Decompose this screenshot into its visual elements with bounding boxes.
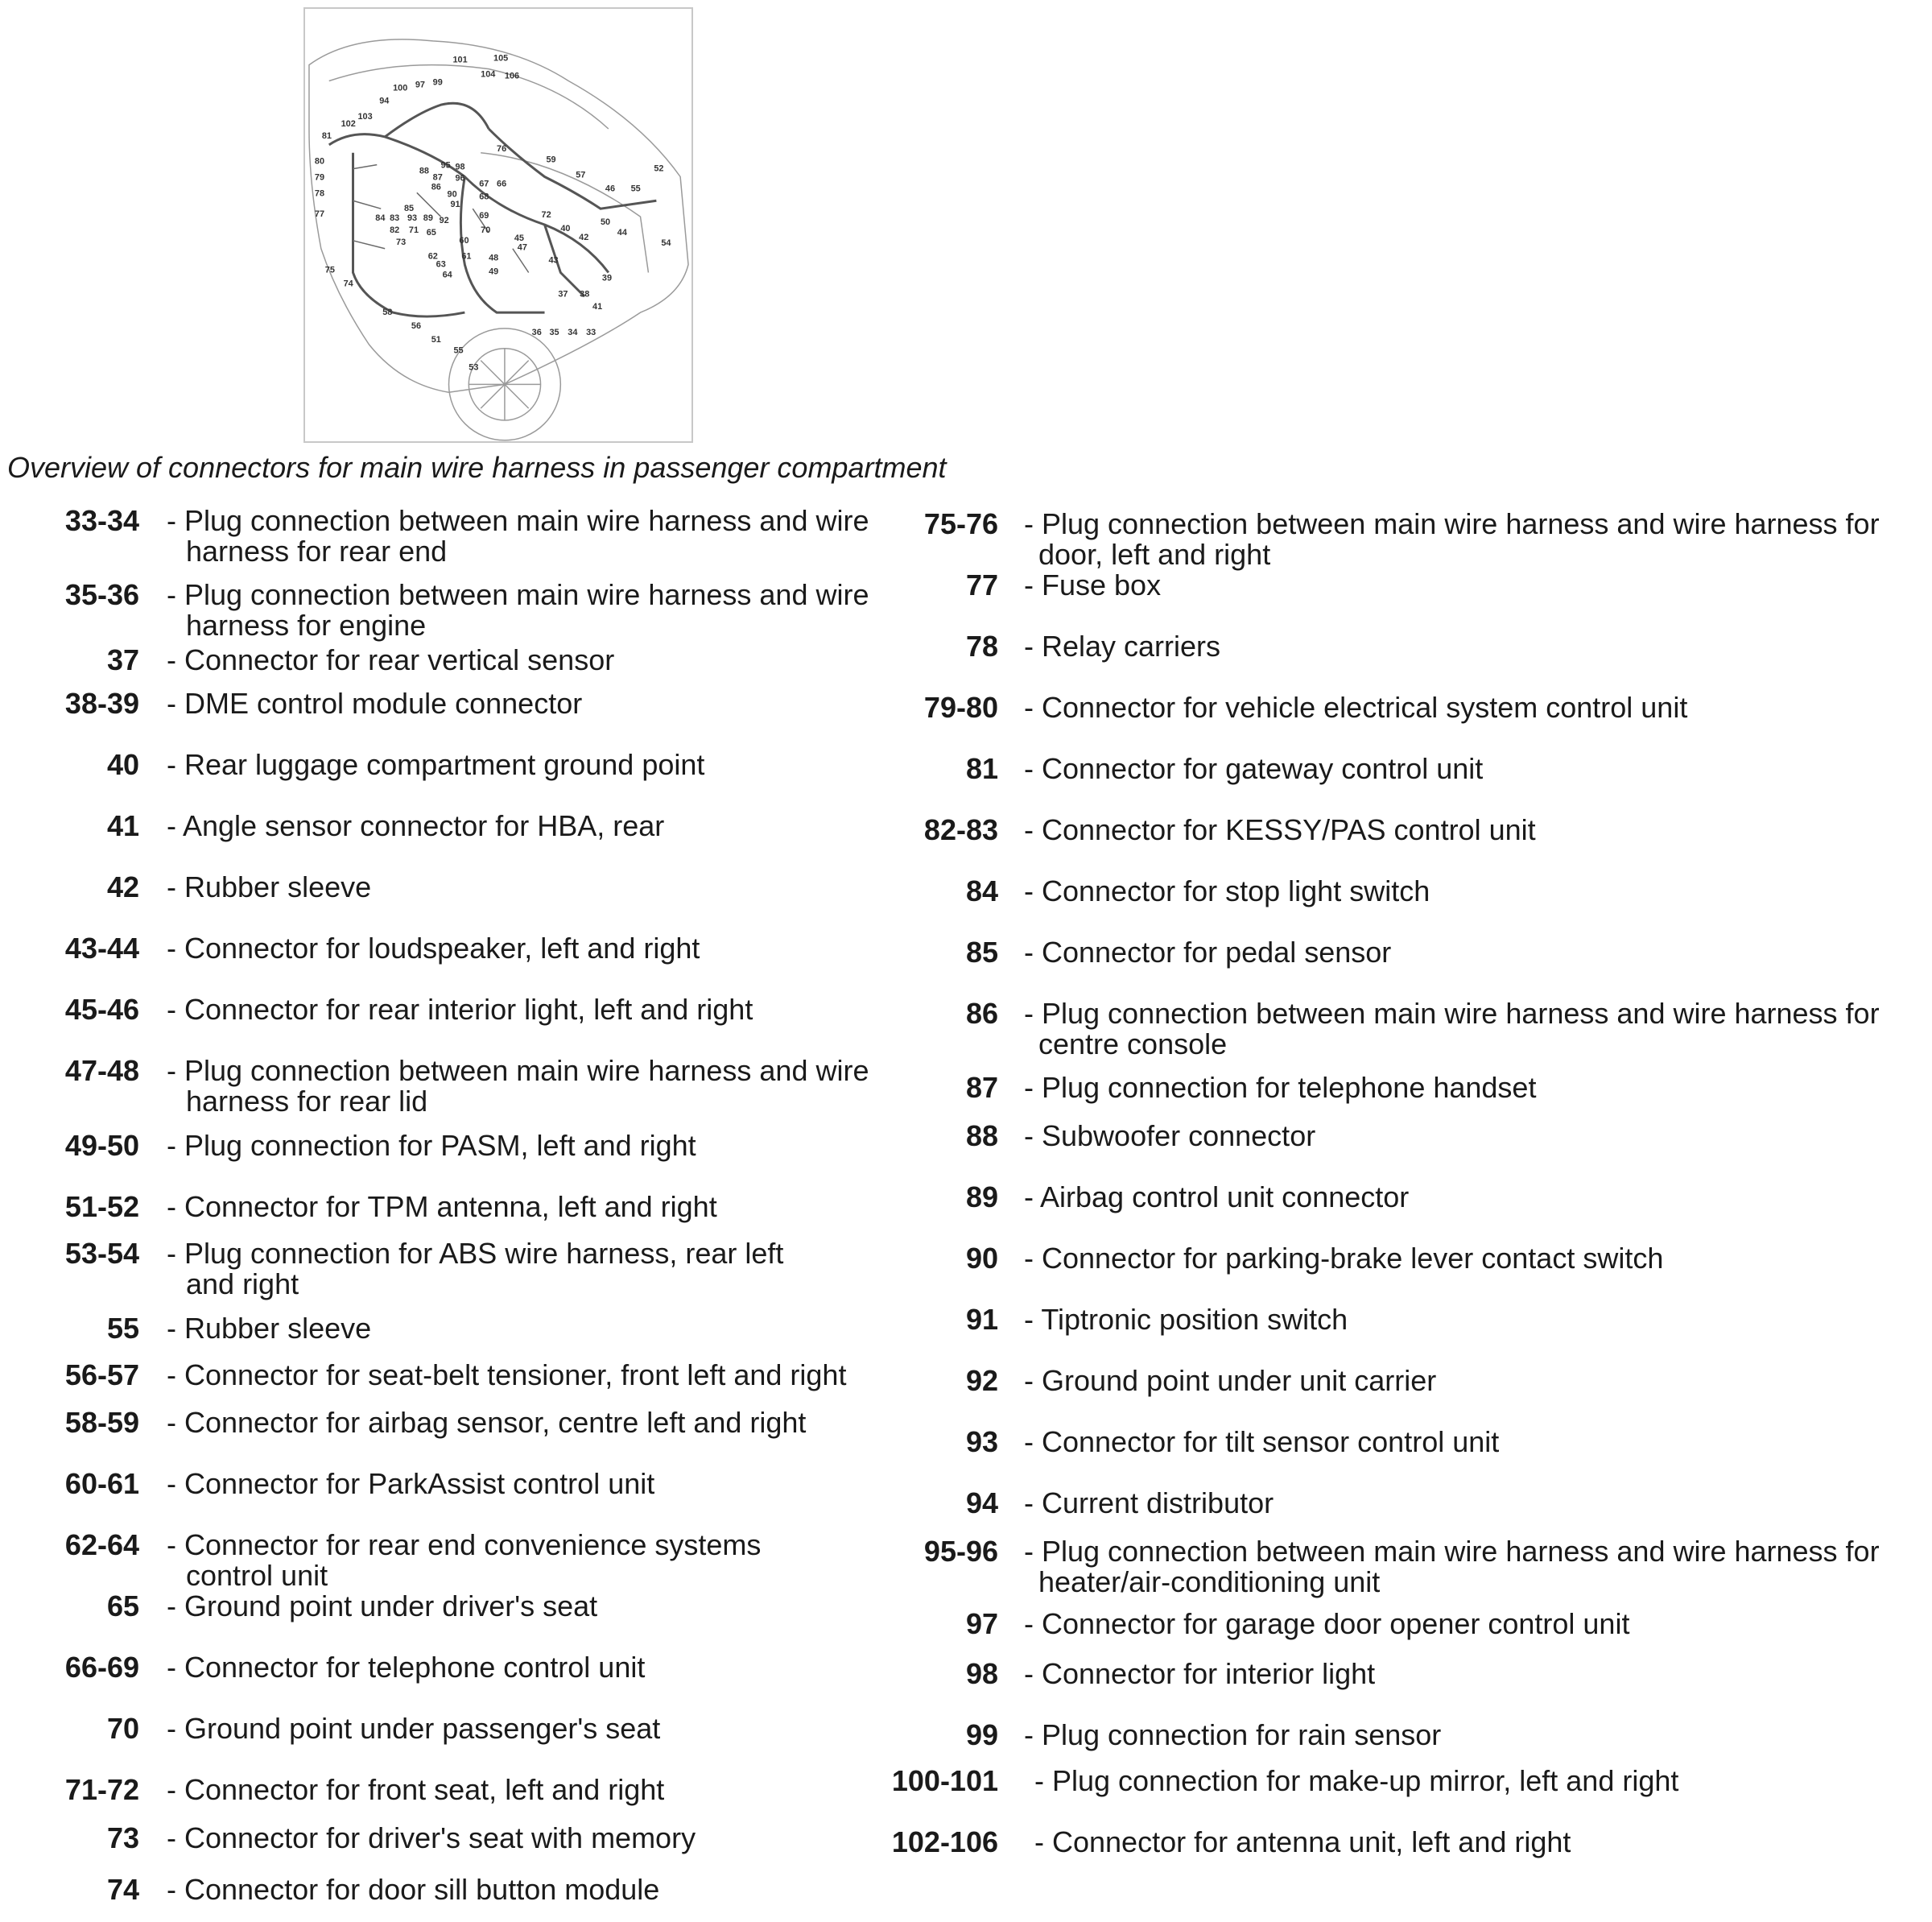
connector-description: - Ground point under passenger's seat bbox=[167, 1712, 661, 1745]
connector-description-continued: centre console bbox=[1038, 1027, 1228, 1060]
diagram-callout-label: 75 bbox=[324, 265, 335, 275]
connector-number: 102-106 bbox=[891, 1825, 998, 1858]
connector-number: 70 bbox=[106, 1712, 139, 1745]
connector-description-continued: control unit bbox=[186, 1559, 328, 1592]
connector-description: - Connector for stop light switch bbox=[1024, 874, 1430, 907]
connector-description: - Connector for gateway control unit bbox=[1024, 752, 1484, 785]
connector-number: 71-72 bbox=[64, 1773, 139, 1806]
figure-caption: Overview of connectors for main wire harness in passenger compartment bbox=[7, 451, 947, 484]
connector-number: 40 bbox=[106, 748, 139, 781]
diagram-callout-label: 51 bbox=[431, 334, 441, 345]
connector-description: - Rear luggage compartment ground point bbox=[167, 748, 705, 781]
diagram-callout-label: 91 bbox=[450, 200, 460, 210]
connector-description: - Plug connection between main wire harness and wire bbox=[167, 1054, 869, 1087]
diagram-callout-label: 37 bbox=[558, 289, 568, 300]
diagram-callout-label: 73 bbox=[396, 237, 407, 247]
connector-number: 95-96 bbox=[923, 1535, 998, 1568]
diagram-callout-label: 57 bbox=[576, 170, 586, 180]
connector-number: 56-57 bbox=[64, 1358, 139, 1391]
diagram-callout-label: 58 bbox=[382, 308, 393, 318]
wiring-harness-diagram bbox=[303, 7, 693, 443]
connector-description: - Connector for garage door opener control unit bbox=[1024, 1607, 1630, 1640]
connector-number: 84 bbox=[965, 874, 998, 907]
diagram-callout-label: 103 bbox=[357, 112, 373, 122]
connector-description: - Tiptronic position switch bbox=[1024, 1303, 1348, 1336]
connector-number: 62-64 bbox=[64, 1528, 139, 1561]
connector-number: 85 bbox=[965, 936, 998, 969]
diagram-callout-label: 106 bbox=[504, 71, 520, 81]
diagram-callout-label: 84 bbox=[375, 213, 386, 224]
connector-number: 45-46 bbox=[64, 993, 139, 1026]
diagram-callout-label: 64 bbox=[442, 270, 452, 280]
connector-number: 43-44 bbox=[64, 932, 139, 965]
diagram-callout-label: 101 bbox=[452, 55, 468, 65]
connector-number: 90 bbox=[965, 1242, 998, 1275]
connector-number: 75-76 bbox=[923, 507, 998, 540]
diagram-callout-label: 104 bbox=[481, 69, 496, 80]
connector-description-continued: harness for rear lid bbox=[186, 1085, 428, 1118]
connector-description: - Connector for TPM antenna, left and right bbox=[167, 1190, 717, 1223]
diagram-callout-label: 54 bbox=[661, 238, 671, 248]
diagram-callout-label: 70 bbox=[481, 225, 491, 235]
diagram-callout-label: 65 bbox=[426, 227, 436, 238]
connector-description-continued: harness for rear end bbox=[186, 535, 448, 568]
connector-description: - Current distributor bbox=[1024, 1486, 1274, 1519]
diagram-callout-label: 82 bbox=[390, 225, 400, 235]
diagram-callout-label: 88 bbox=[419, 166, 429, 176]
connector-number: 97 bbox=[965, 1607, 998, 1640]
diagram-callout-label: 102 bbox=[341, 119, 356, 130]
connector-description: - Connector for airbag sensor, centre left and right bbox=[167, 1406, 807, 1439]
connector-number: 92 bbox=[965, 1364, 998, 1397]
connector-description: - Connector for rear vertical sensor bbox=[167, 643, 615, 676]
diagram-callout-label: 46 bbox=[605, 184, 616, 194]
diagram-callout-label: 100 bbox=[393, 83, 408, 93]
connector-number: 94 bbox=[965, 1486, 998, 1519]
diagram-callout-label: 35 bbox=[549, 327, 559, 337]
connector-number: 100-101 bbox=[891, 1764, 998, 1797]
connector-description: - DME control module connector bbox=[167, 687, 583, 720]
connector-number: 88 bbox=[965, 1119, 998, 1152]
connector-number: 58-59 bbox=[64, 1406, 139, 1439]
connector-description: - Airbag control unit connector bbox=[1024, 1180, 1410, 1213]
connector-description: - Connector for tilt sensor control unit bbox=[1024, 1425, 1500, 1458]
connector-description-continued: and right bbox=[186, 1267, 299, 1300]
connector-number: 47-48 bbox=[64, 1054, 139, 1087]
diagram-callout-label: 81 bbox=[321, 130, 332, 141]
connector-number: 91 bbox=[965, 1303, 998, 1336]
connector-number: 42 bbox=[106, 870, 139, 903]
connector-description: - Connector for loudspeaker, left and right bbox=[167, 932, 700, 965]
diagram-callout-label: 98 bbox=[455, 162, 465, 172]
connector-description: - Connector for front seat, left and right bbox=[167, 1773, 665, 1806]
diagram-callout-label: 36 bbox=[531, 327, 542, 337]
connector-description: - Fuse box bbox=[1024, 568, 1162, 601]
diagram-callout-label: 61 bbox=[461, 251, 472, 262]
diagram-callout-label: 94 bbox=[379, 96, 390, 106]
connector-description: - Plug connection between main wire harness and wire harness for bbox=[1024, 507, 1880, 540]
connector-description: - Connector for vehicle electrical system control unit bbox=[1024, 691, 1688, 724]
diagram-callout-label: 63 bbox=[436, 259, 446, 270]
connector-number: 93 bbox=[965, 1425, 998, 1458]
connector-description: - Plug connection between main wire harness and wire harness for bbox=[1024, 997, 1880, 1030]
diagram-callout-label: 34 bbox=[568, 327, 578, 337]
diagram-callout-label: 60 bbox=[459, 235, 469, 246]
diagram-callout-label: 92 bbox=[439, 216, 449, 226]
diagram-callout-label: 52 bbox=[654, 163, 664, 174]
diagram-callout-label: 78 bbox=[314, 188, 325, 199]
connector-description: - Connector for rear interior light, left and right bbox=[167, 993, 753, 1026]
diagram-callout-label: 90 bbox=[447, 189, 457, 200]
connector-number: 66-69 bbox=[64, 1651, 139, 1684]
connector-description: - Plug connection between main wire harness and wire harness for bbox=[1024, 1535, 1880, 1568]
diagram-callout-label: 53 bbox=[469, 362, 479, 373]
connector-number: 60-61 bbox=[64, 1467, 139, 1500]
connector-description: - Connector for driver's seat with memory bbox=[167, 1821, 696, 1854]
diagram-callout-label: 95 bbox=[440, 160, 451, 171]
connector-description: - Ground point under unit carrier bbox=[1024, 1364, 1437, 1397]
diagram-callout-label: 42 bbox=[579, 232, 589, 242]
connector-number: 37 bbox=[106, 643, 139, 676]
connector-description: - Plug connection for rain sensor bbox=[1024, 1718, 1442, 1751]
connector-description: - Plug connection between main wire harness and wire bbox=[167, 504, 869, 537]
diagram-callout-label: 62 bbox=[427, 251, 438, 262]
diagram-callout-label: 74 bbox=[343, 279, 353, 289]
diagram-callout-label: 43 bbox=[548, 255, 559, 266]
connector-description: - Connector for pedal sensor bbox=[1024, 936, 1392, 969]
connector-description: - Rubber sleeve bbox=[167, 1312, 372, 1345]
diagram-callout-label: 80 bbox=[314, 156, 325, 167]
diagram-callout-label: 76 bbox=[497, 143, 507, 154]
connector-number: 99 bbox=[965, 1718, 998, 1751]
diagram-callout-label: 79 bbox=[314, 172, 325, 183]
diagram-callout-label: 96 bbox=[455, 173, 465, 184]
connector-number: 98 bbox=[965, 1657, 998, 1690]
connector-description: - Plug connection for telephone handset bbox=[1024, 1071, 1537, 1104]
connector-description: - Connector for interior light bbox=[1024, 1657, 1376, 1690]
connector-number: 87 bbox=[965, 1071, 998, 1104]
diagram-callout-label: 97 bbox=[415, 80, 425, 90]
connector-number: 81 bbox=[965, 752, 998, 785]
connector-number: 82-83 bbox=[923, 813, 998, 846]
diagram-callout-label: 71 bbox=[408, 225, 419, 235]
car-outline-drawing bbox=[305, 9, 691, 441]
connector-number: 35-36 bbox=[64, 578, 139, 611]
connector-description: - Relay carriers bbox=[1024, 630, 1221, 663]
connector-description-continued: heater/air-conditioning unit bbox=[1038, 1565, 1381, 1598]
diagram-callout-label: 99 bbox=[432, 77, 443, 88]
diagram-callout-label: 56 bbox=[411, 320, 422, 331]
connector-description: - Connector for ParkAssist control unit bbox=[167, 1467, 655, 1500]
diagram-callout-label: 72 bbox=[541, 210, 551, 221]
connector-description-continued: harness for engine bbox=[186, 609, 427, 642]
diagram-callout-label: 49 bbox=[489, 267, 499, 277]
connector-number: 78 bbox=[965, 630, 998, 663]
diagram-callout-label: 69 bbox=[479, 211, 489, 221]
connector-description: - Plug connection for ABS wire harness, rear left bbox=[167, 1237, 784, 1270]
diagram-callout-label: 66 bbox=[497, 179, 507, 189]
connector-description: - Subwoofer connector bbox=[1024, 1119, 1316, 1152]
diagram-callout-label: 68 bbox=[479, 192, 489, 202]
diagram-callout-label: 47 bbox=[517, 242, 527, 253]
connector-description: - Plug connection between main wire harness and wire bbox=[167, 578, 869, 611]
diagram-callout-label: 44 bbox=[617, 227, 627, 238]
connector-number: 65 bbox=[106, 1589, 139, 1622]
connector-number: 53-54 bbox=[64, 1237, 139, 1270]
connector-description: - Ground point under driver's seat bbox=[167, 1589, 598, 1622]
diagram-callout-label: 85 bbox=[403, 204, 415, 214]
connector-description-continued: door, left and right bbox=[1038, 538, 1271, 571]
diagram-callout-label: 41 bbox=[592, 302, 603, 312]
diagram-callout-label: 38 bbox=[580, 289, 590, 300]
connector-number: 51-52 bbox=[64, 1190, 139, 1223]
connector-description: - Connector for rear end convenience systems bbox=[167, 1528, 762, 1561]
connector-number: 86 bbox=[965, 997, 998, 1030]
connector-description: - Connector for door sill button module bbox=[167, 1873, 660, 1906]
diagram-callout-label: 45 bbox=[514, 233, 524, 243]
connector-number: 33-34 bbox=[64, 504, 139, 537]
connector-number: 89 bbox=[965, 1180, 998, 1213]
diagram-callout-label: 50 bbox=[600, 217, 611, 228]
connector-number: 49-50 bbox=[64, 1129, 139, 1162]
diagram-callout-label: 39 bbox=[601, 273, 613, 283]
connector-number: 79-80 bbox=[923, 691, 998, 724]
diagram-callout-label: 48 bbox=[489, 253, 499, 263]
diagram-callout-label: 77 bbox=[314, 209, 325, 220]
connector-description: - Plug connection for make-up mirror, left and right bbox=[1034, 1764, 1679, 1797]
diagram-callout-label: 59 bbox=[546, 155, 556, 165]
diagram-callout-label: 55 bbox=[630, 184, 641, 194]
connector-number: 74 bbox=[106, 1873, 139, 1906]
diagram-callout-label: 93 bbox=[407, 213, 418, 224]
connector-number: 38-39 bbox=[64, 687, 139, 720]
connector-description: - Connector for telephone control unit bbox=[167, 1651, 646, 1684]
connector-number: 77 bbox=[965, 568, 998, 601]
diagram-callout-label: 105 bbox=[493, 53, 509, 64]
connector-number: 73 bbox=[106, 1821, 139, 1854]
connector-description: - Connector for antenna unit, left and right bbox=[1034, 1825, 1571, 1858]
connector-description: - Connector for KESSY/PAS control unit bbox=[1024, 813, 1536, 846]
connector-description: - Plug connection for PASM, left and right bbox=[167, 1129, 696, 1162]
connector-description: - Connector for seat-belt tensioner, front left and right bbox=[167, 1358, 847, 1391]
diagram-callout-label: 83 bbox=[390, 213, 400, 224]
connector-description: - Connector for parking-brake lever contact switch bbox=[1024, 1242, 1664, 1275]
diagram-callout-label: 55 bbox=[453, 345, 464, 356]
connector-description: - Rubber sleeve bbox=[167, 870, 372, 903]
diagram-callout-label: 87 bbox=[432, 172, 443, 183]
connector-number: 41 bbox=[106, 809, 139, 842]
connector-number: 55 bbox=[106, 1312, 139, 1345]
diagram-callout-label: 33 bbox=[586, 327, 597, 337]
diagram-callout-label: 89 bbox=[423, 213, 433, 224]
diagram-callout-label: 67 bbox=[479, 179, 489, 189]
diagram-callout-label: 86 bbox=[431, 182, 441, 192]
diagram-callout-label: 40 bbox=[560, 223, 571, 234]
connector-description: - Angle sensor connector for HBA, rear bbox=[167, 809, 665, 842]
